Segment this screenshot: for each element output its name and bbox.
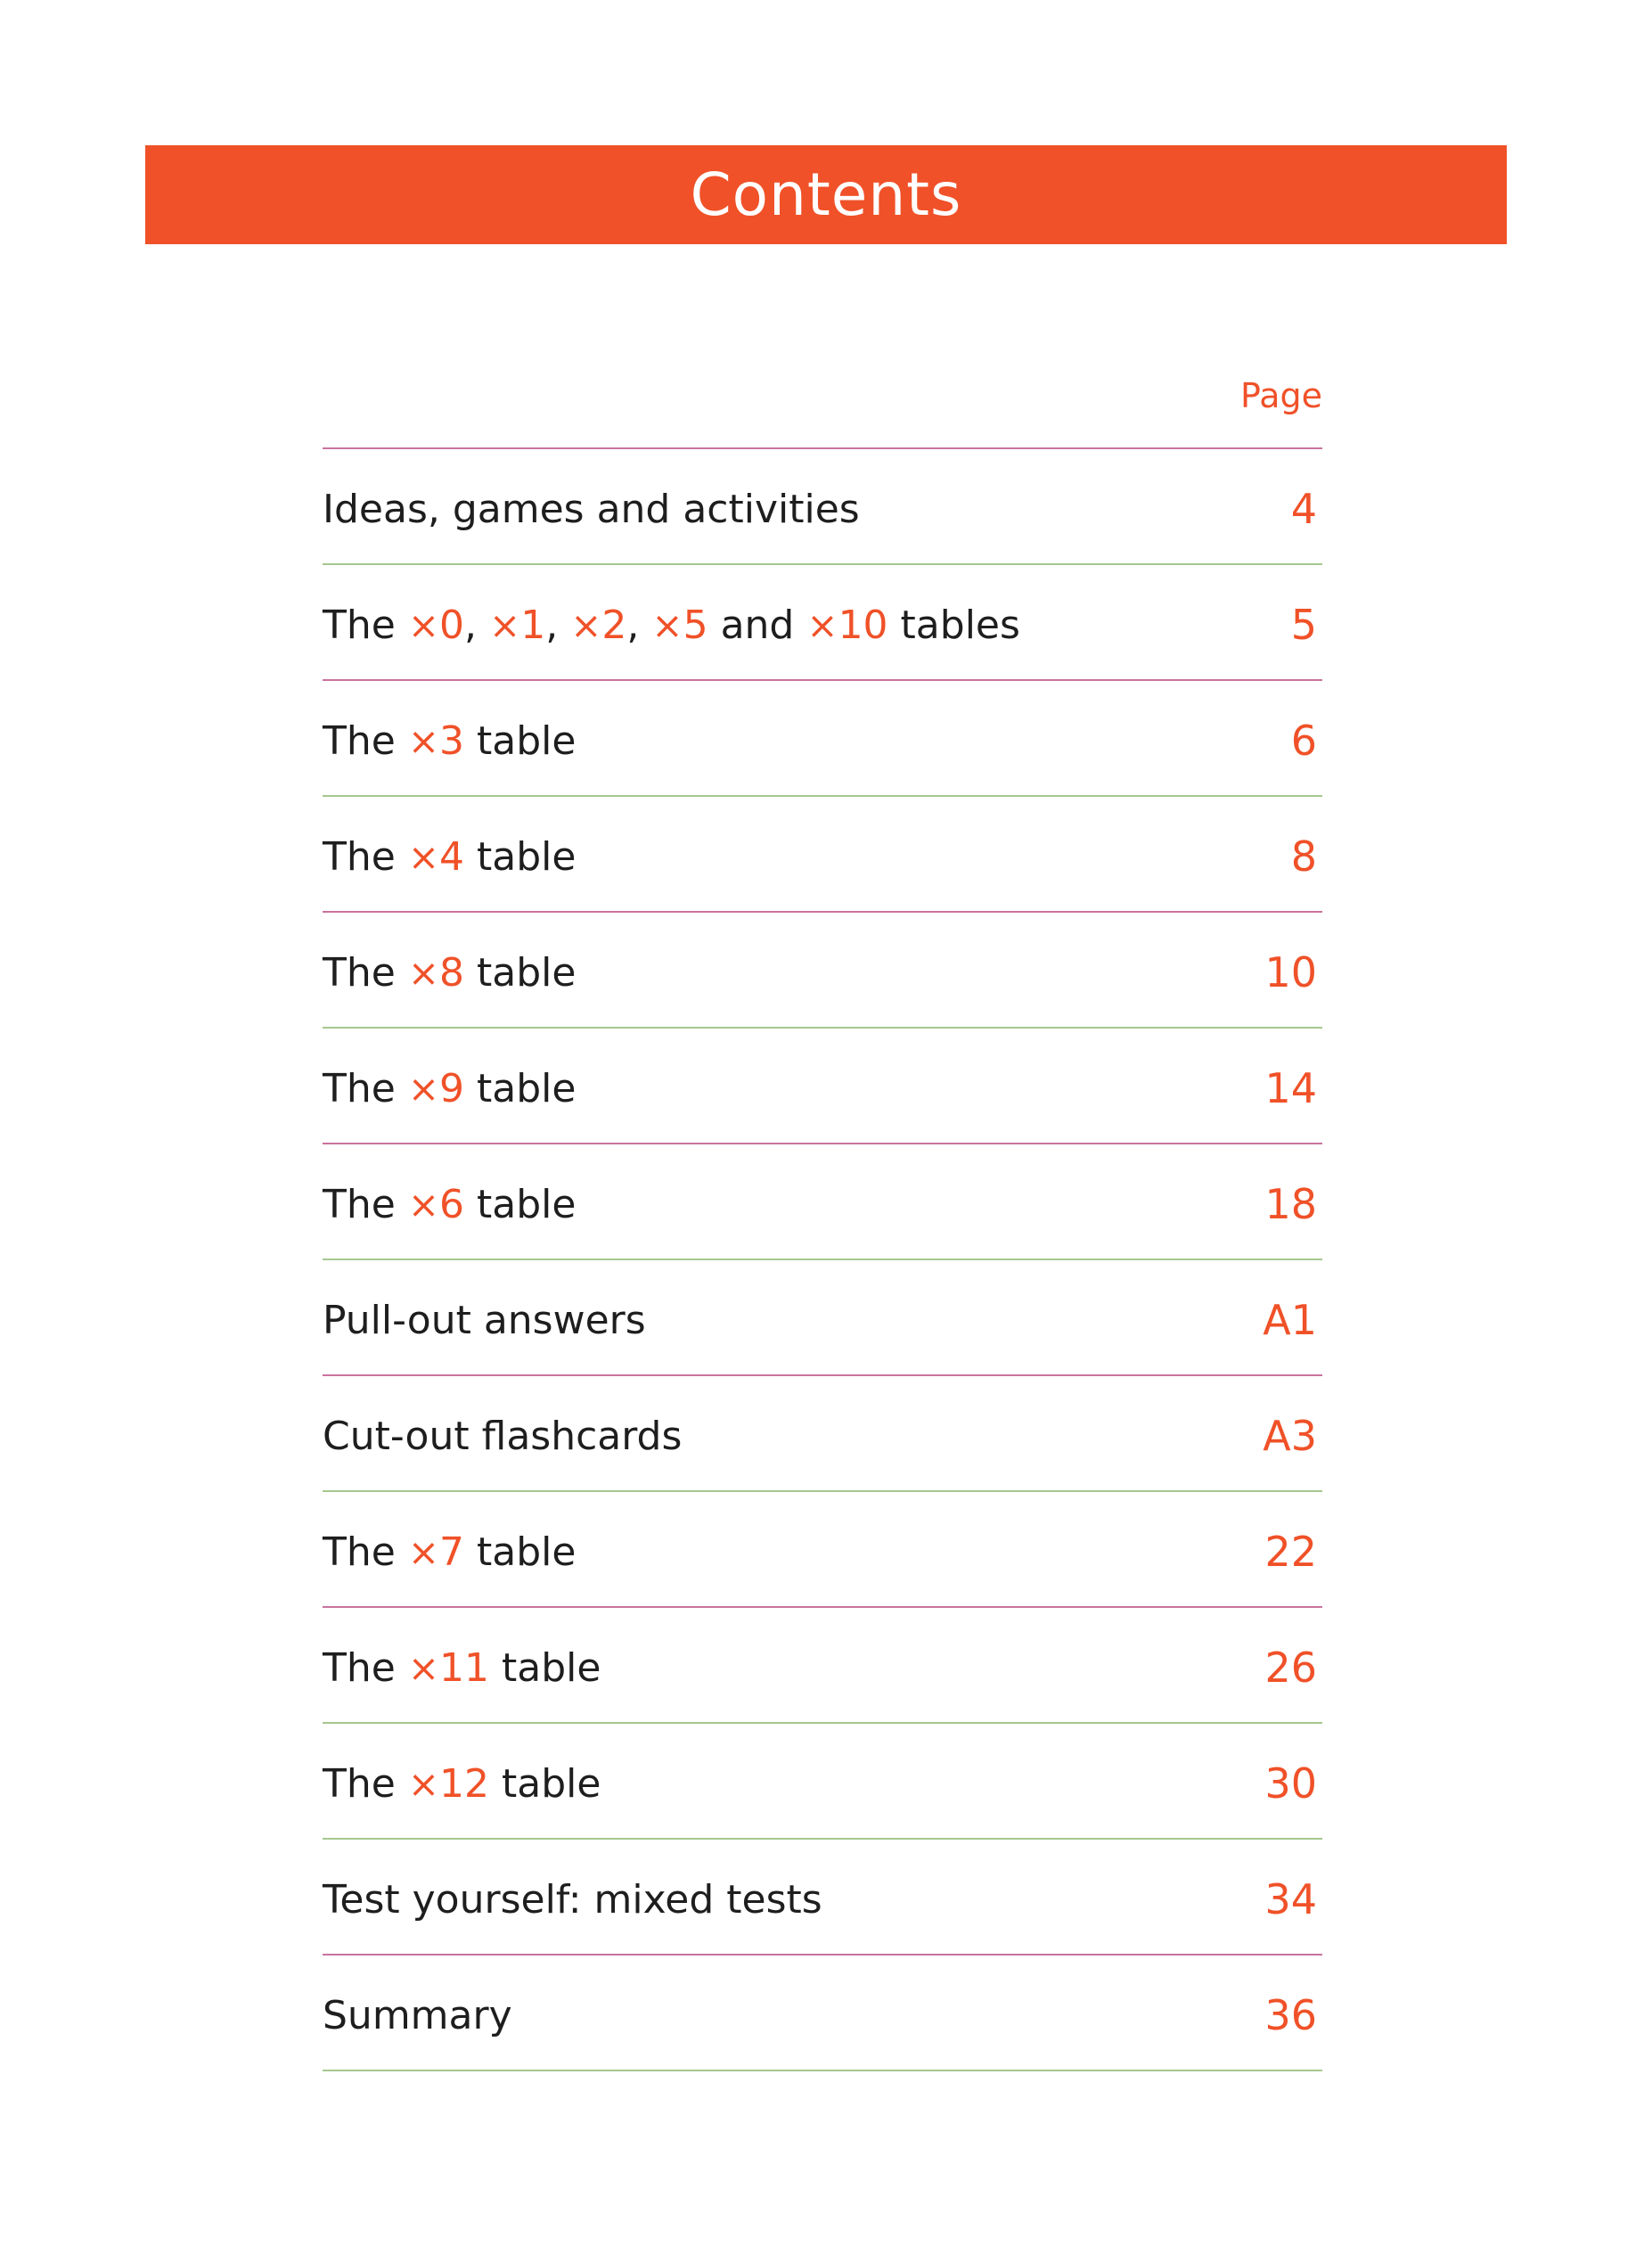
page-title: Contents: [690, 160, 962, 229]
toc-entry-title: The ×12 table: [323, 1760, 601, 1807]
toc-entry[interactable]: [323, 1724, 1322, 1840]
toc-entry-page: 18: [1264, 1180, 1317, 1228]
toc-entry-title: The ×7 table: [323, 1529, 577, 1575]
times-symbol: ×: [407, 1645, 440, 1690]
table-of-contents: [323, 447, 1322, 2071]
toc-entry-title: The ×9 table: [323, 1065, 577, 1111]
toc-entry-title: The ×8 table: [323, 949, 577, 996]
times-symbol: ×: [407, 1182, 440, 1226]
toc-entry-title: Ideas, games and activities: [323, 486, 860, 532]
toc-entry-title: The ×4 table: [323, 833, 577, 880]
toc-entry[interactable]: [323, 681, 1322, 797]
toc-entry[interactable]: [323, 1260, 1322, 1376]
toc-entry-title: The ×3 table: [323, 717, 577, 764]
times-symbol: ×: [407, 1529, 440, 1574]
toc-entry-page: 10: [1264, 948, 1317, 996]
times-symbol: ×: [407, 603, 440, 647]
toc-entry-page: A3: [1263, 1412, 1317, 1460]
toc-entry-page: 6: [1290, 717, 1317, 765]
toc-entry[interactable]: [323, 565, 1322, 681]
toc-entry-page: 8: [1290, 832, 1317, 881]
contents-banner: [145, 145, 1507, 244]
times-symbol: ×: [806, 603, 838, 647]
toc-entry-page: 22: [1264, 1528, 1317, 1576]
toc-entry[interactable]: [323, 1029, 1322, 1144]
toc-entry-page: 30: [1264, 1759, 1317, 1808]
toc-entry-page: A1: [1263, 1296, 1317, 1344]
toc-entry-page: 14: [1264, 1064, 1317, 1112]
toc-entry[interactable]: [323, 913, 1322, 1029]
toc-entry[interactable]: [323, 1608, 1322, 1724]
toc-entry[interactable]: [323, 449, 1322, 565]
toc-entry-title: The ×0, ×1, ×2, ×5 and ×10 tables: [323, 602, 1020, 648]
toc-entry[interactable]: [323, 797, 1322, 913]
times-symbol: ×: [407, 834, 440, 879]
toc-entry[interactable]: [323, 1144, 1322, 1260]
times-symbol: ×: [407, 718, 440, 763]
page-column-label: Page: [1240, 376, 1322, 415]
toc-entry-title: Summary: [323, 1992, 512, 2038]
times-symbol: ×: [407, 1761, 440, 1806]
toc-entry[interactable]: [323, 1492, 1322, 1608]
toc-entry-page: 36: [1264, 1991, 1317, 2039]
toc-entry-title: Cut-out flashcards: [323, 1413, 683, 1459]
toc-entry-title: Test yourself: mixed tests: [323, 1876, 822, 1923]
times-symbol: ×: [407, 1066, 440, 1111]
toc-entry[interactable]: [323, 1840, 1322, 1956]
times-symbol: ×: [651, 603, 683, 647]
toc-entry-title: The ×11 table: [323, 1644, 601, 1691]
toc-entry[interactable]: [323, 1376, 1322, 1492]
toc-entry-page: 26: [1264, 1644, 1317, 1692]
toc-entry-page: 5: [1290, 601, 1317, 649]
toc-entry-page: 34: [1264, 1875, 1317, 1923]
times-symbol: ×: [570, 603, 602, 647]
toc-entry-title: The ×6 table: [323, 1181, 577, 1227]
times-symbol: ×: [489, 603, 521, 647]
times-symbol: ×: [407, 950, 440, 995]
toc-entry[interactable]: [323, 1956, 1322, 2071]
toc-entry-page: 4: [1290, 485, 1317, 533]
toc-entry-title: Pull-out answers: [323, 1297, 646, 1343]
